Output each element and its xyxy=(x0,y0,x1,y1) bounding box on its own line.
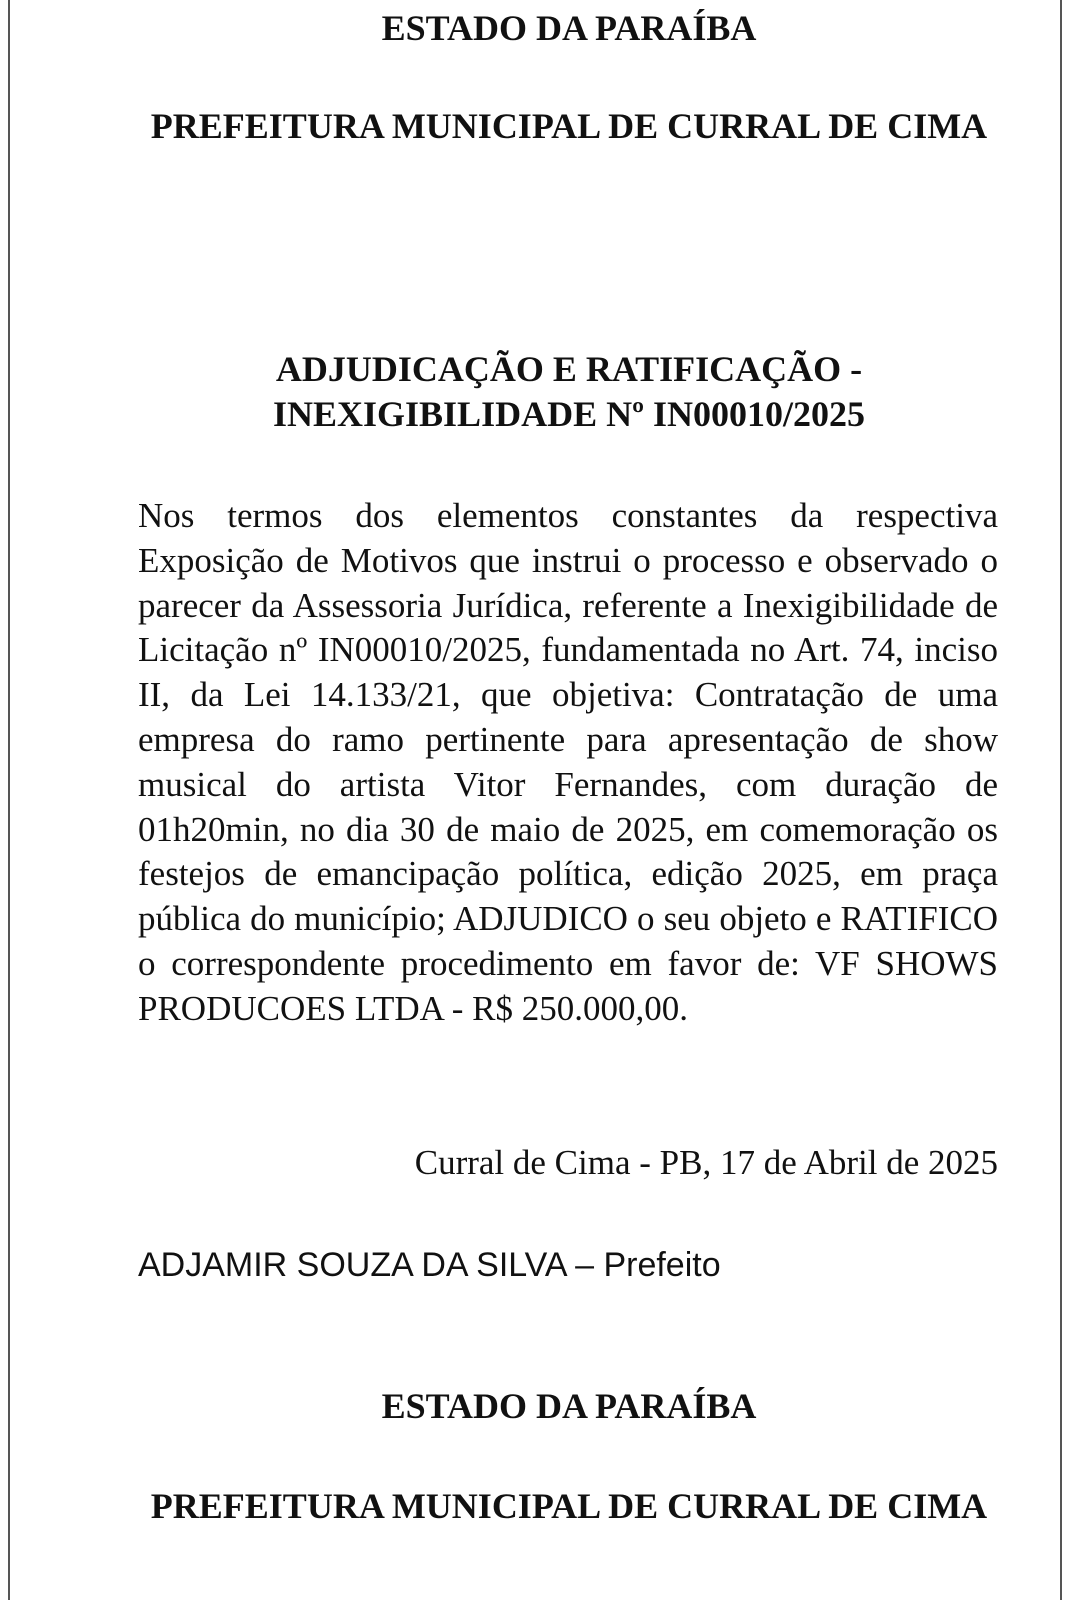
state-heading: ESTADO DA PARAÍBA xyxy=(381,8,757,48)
place-date: Curral de Cima - PB, 17 de Abril de 2025 xyxy=(414,1143,998,1182)
next-state-heading: ESTADO DA PARAÍBA xyxy=(381,1386,757,1426)
document-body: Nos termos dos elementos constantes da respectiva Exposição de Motivos que instrui o processo e observado o parecer da Assessoria Jurídica, referente a Inexigibilidade de Licitação nº IN00010/2025, fundamentada no Art. 74, inciso II, da Lei 14.133/21, que objetiva: Contratação de uma empresa do ramo pertinente para apresentação de show musical do artista Vitor Fernandes, com duração de 01h20min, no dia 30 de maio de 2025, em comemoração os festejos de emancipação política, edição 2025, em praça pública do município; ADJUDICO o seu objeto e RATIFICO o correspondente procedimento em favor de: VF SHOWS PRODUCOES LTDA - R$ 250.000,00. xyxy=(138,496,998,1028)
prefecture-heading: PREFEITURA MUNICIPAL DE CURRAL DE CIMA xyxy=(150,106,988,146)
document-title: ADJUDICAÇÃO E RATIFICAÇÃO - INEXIGIBILIDADE Nº IN00010/2025 xyxy=(273,349,865,434)
page-border-left xyxy=(8,0,10,1600)
next-prefecture-heading: PREFEITURA MUNICIPAL DE CURRAL DE CIMA xyxy=(150,1486,988,1526)
signature-line: ADJAMIR SOUZA DA SILVA – Prefeito xyxy=(138,1246,721,1284)
page-border-right xyxy=(1060,0,1062,1600)
